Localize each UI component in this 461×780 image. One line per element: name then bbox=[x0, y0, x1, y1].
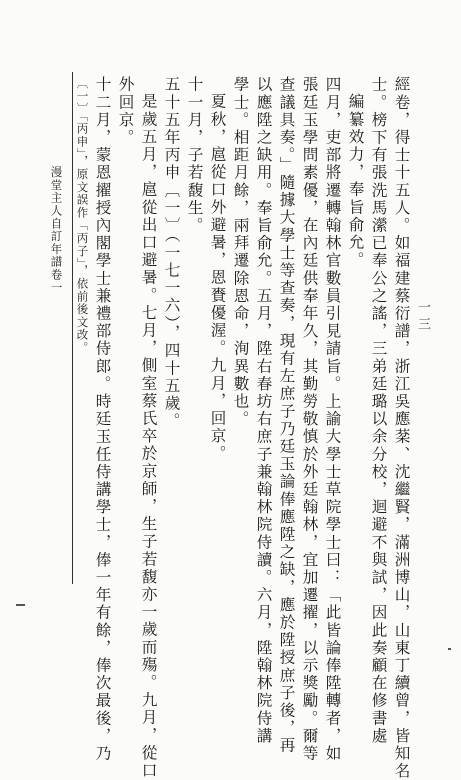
footnote-divider bbox=[72, 72, 73, 584]
text-column: 編纂效力，奉旨俞允。 bbox=[346, 93, 365, 269]
text-column: 四月，吏部將遷轉翰林官數員引見請旨。上諭大學士草院學士曰：「此皆論俸陞轉者，如 bbox=[323, 76, 342, 763]
text-column: 是歲五月，扈從出口避暑。七月，側室蔡氏卒於京師，生子若馥亦一歲而殤。九月，從口 bbox=[139, 93, 158, 780]
scan-mark bbox=[448, 648, 451, 650]
text-column: 張廷玉學問素優，在內廷供奉年久，其勤勞敬慎於外廷翰林，宜加遷擢，以示獎勵。爾等 bbox=[300, 76, 319, 763]
running-header: 漫堂主人自訂年譜卷一 bbox=[49, 166, 64, 294]
text-column: 十一月，子若馥生。 bbox=[185, 76, 204, 235]
page-number: 一三 bbox=[415, 300, 430, 334]
text-column: 士。榜下有張洗馬瀠已奉公之謠，三弟廷璐以余分校，迴避不與試，因此奏顧在修書處 bbox=[369, 76, 388, 745]
text-column: 經卷，得士十五人。如福建蔡衍譜，浙江吳應棻、沈繼賢，滿洲博山，山東丁續曾，皆知名 bbox=[392, 76, 411, 780]
text-column: 查議具奏。」隨據大學士等查奏，現有左庶子乃廷玉論俸應陞之缺，應於陞授庶子後，再 bbox=[277, 76, 296, 755]
footnote: 〔一〕「丙申」，原文誤作「丙子」，依前後文改。 bbox=[75, 77, 90, 355]
text-column: 十二月，蒙恩擢授內閣學士兼禮部侍郎。時廷玉任侍講學士，俸一年有餘，俸次最後，乃 bbox=[93, 76, 112, 763]
text-column: 學士。相距月餘，兩拜遷除恩命，洵異數也。 bbox=[231, 76, 250, 428]
text-column: 夏秋，扈從口外避暑，恩賚優渥。九月，回京。 bbox=[208, 93, 227, 463]
text-column: 外回京。 bbox=[116, 76, 135, 147]
scan-mark bbox=[16, 604, 25, 606]
text-column: 五十五年丙申〔一〕（一七一六），四十五歲。 bbox=[162, 76, 181, 430]
text-column: 以應陞之缺用。奉旨俞允。五月，陞右春坊右庶子兼翰林院侍讀。六月，陞翰林院侍講 bbox=[254, 76, 273, 745]
